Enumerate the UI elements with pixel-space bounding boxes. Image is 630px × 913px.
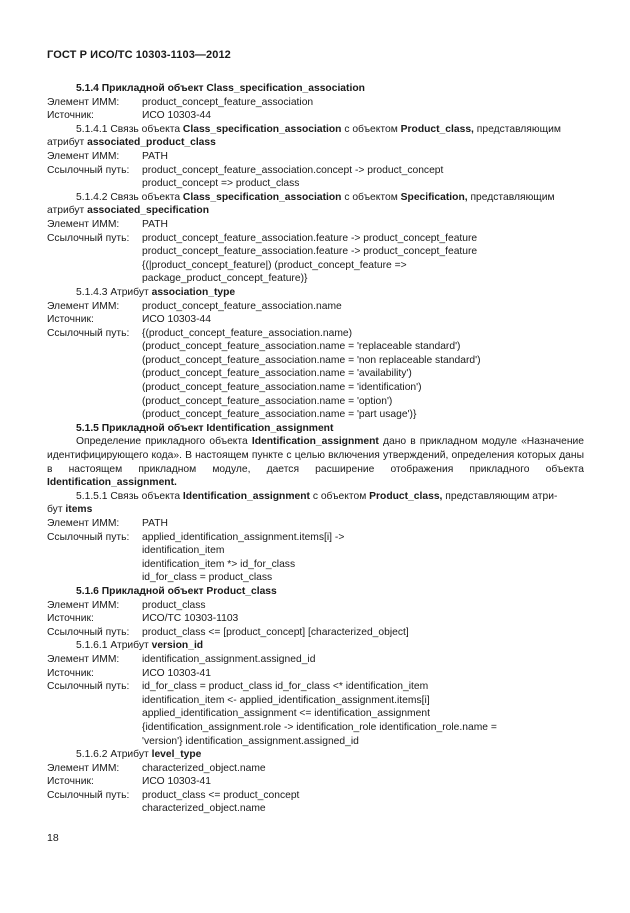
subsection-title-5-1-6-2 xyxy=(47,748,584,762)
text-span: identification_assignment.assigned_id xyxy=(142,653,316,665)
text-span: Элемент ИММ: xyxy=(47,653,120,665)
text-span: Элемент ИММ: xyxy=(47,150,120,162)
text-span: Элемент ИММ: xyxy=(47,518,120,529)
source-value: ИСО 10303-44 xyxy=(142,110,211,122)
document-body xyxy=(47,82,584,816)
document-header: ГОСТ Р ИСО/ТС 10303-1103—2012 xyxy=(47,49,231,61)
text-span: Specification, xyxy=(400,191,468,203)
text-span: characterized_object.name xyxy=(142,762,266,774)
text-span: PATH xyxy=(142,218,168,230)
subsection-title-5-1-4-2 xyxy=(47,191,584,205)
ref-path-line: identification_item *> id_for_class xyxy=(142,558,296,570)
text-span: представляющим xyxy=(473,123,561,135)
imm-row xyxy=(47,653,584,667)
text-span: product_concept_feature_association.concept -> product_concept xyxy=(142,164,444,176)
text-span: Элемент ИММ: xyxy=(47,218,120,230)
paragraph-definition xyxy=(47,435,584,489)
attribute-line xyxy=(47,136,584,150)
text-span: version_id xyxy=(151,640,204,652)
source-row xyxy=(47,612,584,626)
ref-path-line: (product_concept_feature_association.name = 'non replaceable standard') xyxy=(142,354,481,366)
ref-path-row xyxy=(47,680,584,694)
text-span: id_for_class = product_class id_for_class <* identification_item xyxy=(142,681,429,693)
attribute-line xyxy=(47,503,584,517)
source-row xyxy=(47,313,584,327)
ref-path-line: (product_concept_feature_association.name = 'option') xyxy=(142,395,393,407)
subsection-title-5-1-5-1 xyxy=(47,490,584,504)
text-span: Class_specification_association xyxy=(182,123,342,135)
ref-path-line: (product_concept_feature_association.name = 'part usage')} xyxy=(142,409,417,421)
text-span: с объектом xyxy=(341,123,401,135)
ref-path-line: product_concept_feature_association.feature -> product_concept_feature xyxy=(142,246,478,258)
text-span: Источник: xyxy=(47,776,94,788)
ref-path-line: identification_item xyxy=(142,545,225,557)
ref-path-row xyxy=(47,232,584,246)
text-span: Ссылочный путь: xyxy=(47,232,130,244)
ref-path-line: characterized_object.name xyxy=(142,803,266,815)
imm-row xyxy=(47,150,584,164)
text-span: 5.1.6.1 Атрибут xyxy=(76,640,152,652)
text-span: product_class <= product_concept xyxy=(142,789,300,801)
subsection-title-5-1-4-1 xyxy=(47,123,584,137)
text-span: product_class xyxy=(142,599,206,611)
ref-path-line: identification_item <- applied_identification_assignment.items[i] xyxy=(142,694,430,706)
text-span: Ссылочный путь: xyxy=(47,164,130,176)
imm-row xyxy=(47,762,584,776)
text-span: Identification_assignment. xyxy=(47,477,177,489)
section-title-5-1-5: 5.1.5 Прикладной объект Identification_assignment xyxy=(76,422,334,434)
imm-row xyxy=(47,96,584,110)
text-span: ИСО 10303-44 xyxy=(142,314,211,326)
text-span: Identification_assignment xyxy=(251,436,379,448)
text-span: PATH xyxy=(142,150,168,162)
ref-path-line: 'version'} identification_assignment.assigned_id xyxy=(142,735,359,747)
text-span: Product_class, xyxy=(400,123,474,135)
imm-row xyxy=(47,599,584,613)
text-span: Элемент ИММ: xyxy=(47,599,120,611)
section-title-5-1-4: 5.1.4 Прикладной объект Class_specification_association xyxy=(76,83,365,94)
text-span: Источник: xyxy=(47,613,94,625)
subsection-title-5-1-6-1 xyxy=(47,639,584,653)
imm-row xyxy=(47,300,584,314)
page-number: 18 xyxy=(47,832,59,844)
text-span: Ссылочный путь: xyxy=(47,681,130,693)
text-span: ИСО 10303-41 xyxy=(142,667,211,679)
text-span: {(product_concept_feature_association.name) xyxy=(142,327,353,339)
text-span: product_concept_feature_association.name xyxy=(142,300,342,312)
ref-path-line: {identification_assignment.role -> identification_role identification_role.name = xyxy=(142,721,497,733)
subsection-title-5-1-4-3 xyxy=(47,286,584,300)
text-span: ИСО/ТС 10303-1103 xyxy=(142,613,239,625)
imm-row xyxy=(47,517,584,531)
text-span: атрибут xyxy=(47,205,88,217)
text-span: с объектом xyxy=(341,191,401,203)
text-span: 5.1.4.2 Связь объекта xyxy=(76,191,183,203)
imm-row xyxy=(47,218,584,232)
source-row xyxy=(47,109,584,123)
text-span: Источник: xyxy=(47,314,94,326)
text-span: associated_product_class xyxy=(87,137,216,149)
imm-label: Элемент ИММ: xyxy=(47,96,120,108)
source-label: Источник: xyxy=(47,110,94,122)
text-span: product_concept_feature_association.feature -> product_concept_feature xyxy=(142,232,478,244)
text-span: 5.1.4.3 Атрибут xyxy=(76,286,152,298)
ref-path-row xyxy=(47,327,584,341)
text-span: items xyxy=(65,504,93,516)
text-span: Product_class, xyxy=(369,490,443,502)
text-span: 5.1.6.2 Атрибут xyxy=(76,749,152,761)
text-span: дано в прикладном модуле «Назначение идентифицирующего кода». В настоящем пункте с целью включения утверждений, определения которых даны в настоящем прикладном модуле, дается расширение отображения прикладного объекта xyxy=(47,436,585,475)
text-span: Ссылочный путь: xyxy=(47,626,130,638)
text-span: бут xyxy=(47,504,66,516)
text-span: 5.1.4.1 Связь объекта xyxy=(76,123,183,135)
ref-path-line: (product_concept_feature_association.name = 'replaceable standard') xyxy=(142,341,461,353)
text-span: атрибут xyxy=(47,137,88,149)
text-span: Ссылочный путь: xyxy=(47,531,130,543)
ref-path-line: (product_concept_feature_association.name = 'availability') xyxy=(142,368,412,380)
text-span: представляющим атри- xyxy=(442,490,558,502)
ref-path-row xyxy=(47,531,584,545)
text-span: Определение прикладного объекта xyxy=(76,436,252,448)
text-span: applied_identification_assignment.items[i] -> xyxy=(142,531,345,543)
text-span: Источник: xyxy=(47,667,94,679)
ref-path-line: (product_concept_feature_association.name = 'identification') xyxy=(142,382,422,394)
text-span: Class_specification_association xyxy=(182,191,342,203)
ref-path-line: applied_identification_assignment <= identification_assignment xyxy=(142,708,430,720)
ref-path-line: product_concept => product_class xyxy=(142,178,300,190)
ref-path-row xyxy=(47,789,584,803)
text-span: Элемент ИММ: xyxy=(47,762,120,774)
section-title-5-1-6: 5.1.6 Прикладной объект Product_class xyxy=(76,585,277,597)
text-span: Ссылочный путь: xyxy=(47,789,130,801)
text-span: associated_specification xyxy=(87,205,209,217)
text-span: PATH xyxy=(142,518,168,529)
text-span: представляющим xyxy=(467,191,555,203)
text-span: product_class <= [product_concept] [characterized_object] xyxy=(142,626,409,638)
text-span: association_type xyxy=(151,286,236,298)
text-span: Ссылочный путь: xyxy=(47,327,130,339)
ref-path-row xyxy=(47,164,584,178)
source-row xyxy=(47,667,584,681)
ref-path-row xyxy=(47,626,584,640)
source-row xyxy=(47,775,584,789)
imm-value: product_concept_feature_association xyxy=(142,96,314,108)
text-span: Identification_assignment xyxy=(182,490,310,502)
text-span: ИСО 10303-41 xyxy=(142,776,211,788)
attribute-line xyxy=(47,204,584,218)
ref-path-line: id_for_class = product_class xyxy=(142,572,273,584)
ref-path-line: {(|product_concept_feature|) (product_concept_feature => xyxy=(142,259,407,271)
text-span: с объектом xyxy=(309,490,370,502)
ref-path-line: package_product_concept_feature)} xyxy=(142,273,308,285)
text-span: Элемент ИММ: xyxy=(47,300,120,312)
text-span: 5.1.5.1 Связь объекта xyxy=(76,490,183,502)
text-span: level_type xyxy=(151,749,202,761)
